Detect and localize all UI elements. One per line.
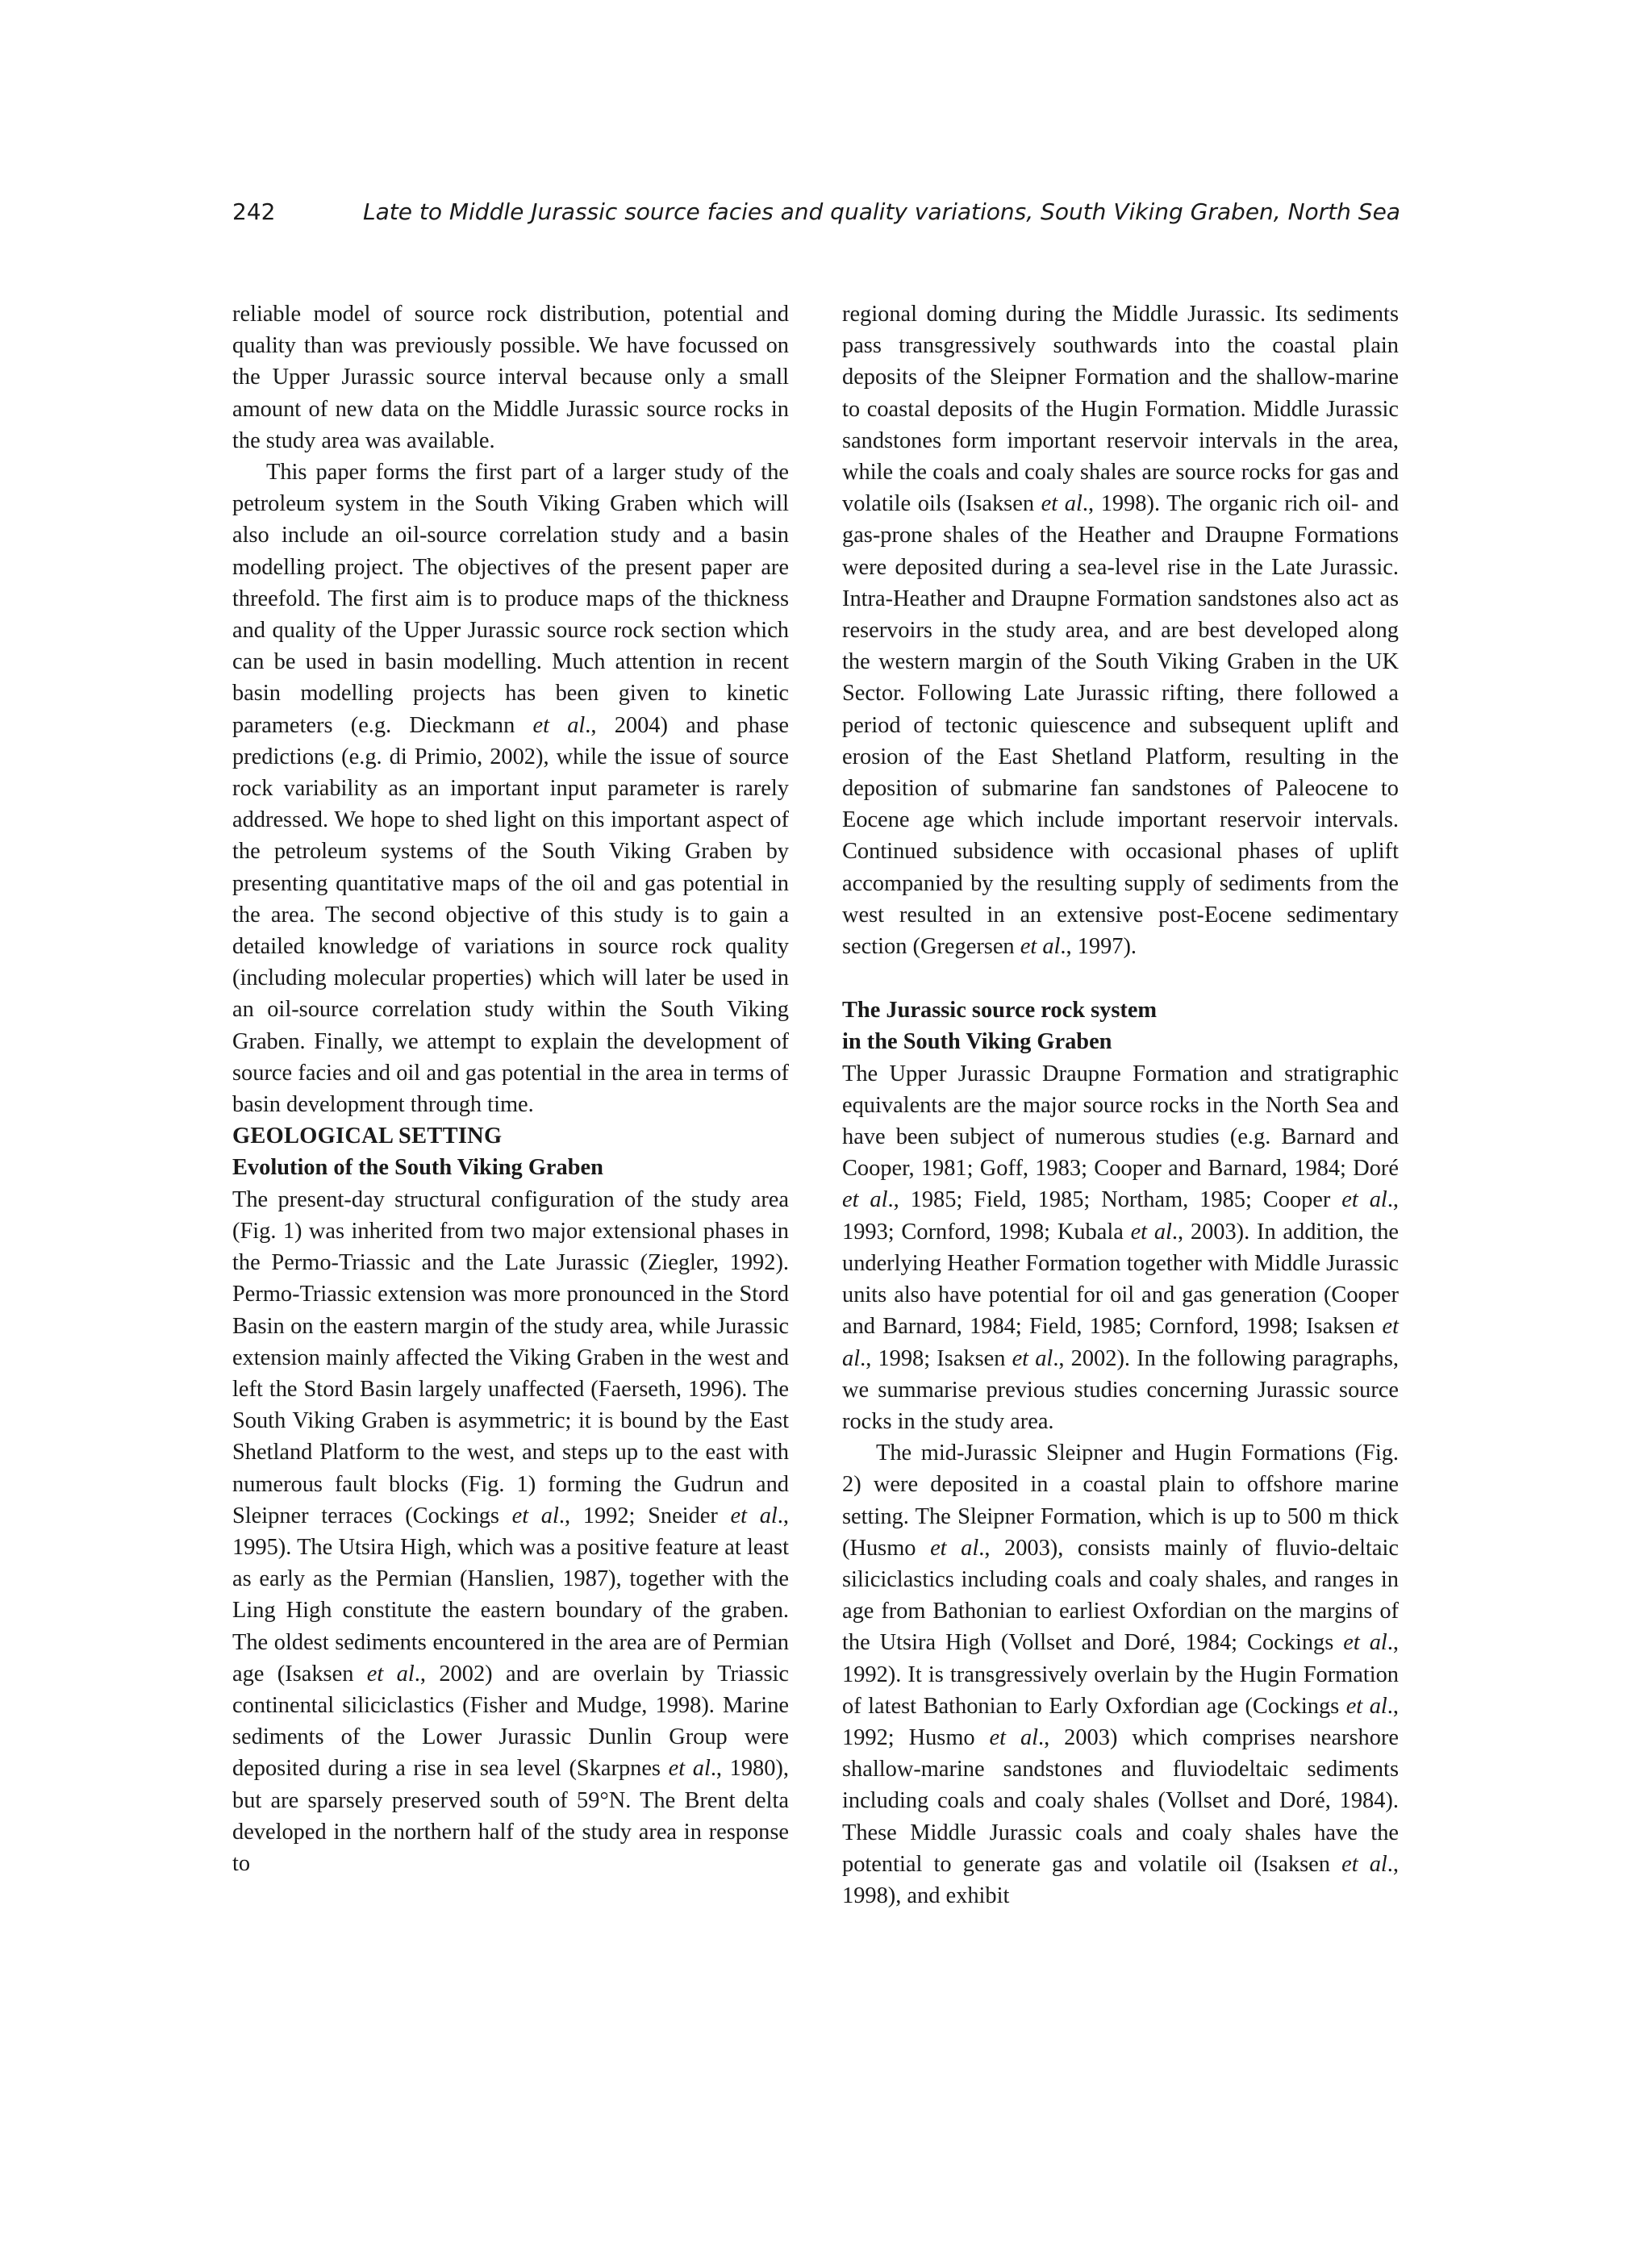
page-number: 242: [232, 198, 276, 225]
paragraph: This paper forms the first part of a larger study of the petroleum system in the South Viking Graben which will also include an oil-source correlation study and a basin modelling project. The objectives of the present paper are threefold. The first aim is to produce maps of the thickness and quality of the Upper Jurassic source rock section which can be used in basin modelling. Much attention in recent basin modelling projects has been given to kinetic parameters (e.g. Dieckmann et al., 2004) and phase predictions (e.g. di Primio, 2002), while the issue of source rock variability as an important input parameter is rarely addressed. We hope to shed light on this important aspect of the petroleum systems of the South Viking Graben by presenting quantitative maps of the oil and gas potential in the area. The second objective of this study is to gain a detailed knowledge of variations in source rock quality (including molecular properties) which will later be used in an oil-source correlation study within the South Viking Graben. Finally, we attempt to explain the development of source facies and oil and gas potential in the area in terms of basin development through time.: [232, 460, 790, 1118]
paragraph: The present-day structural configuration of the study area (Fig. 1) was inherited from two major extensional phases in the Permo-Triassic and the Late Jurassic (Ziegler, 1992). Permo-Triassic extension was more pronounced in the Stord Basin on the eastern margin of the study area, while Jurassic extension mainly affected the Viking Graben in the west and left the Stord Basin largely unaffected (Faerseth, 1996). The South Viking Graben is asymmetric; it is bound by the East Shetland Platform to the west, and steps up to the east with numerous fault blocks (Fig. 1) forming the Gudrun and Sleipner terraces (Cockings et al., 1992; Sneider et al., 1995). The Utsira High, which was a positive feature at least as early as the Permian (Hanslien, 1987), together with the Ling High constitute the eastern boundary of the graben. The oldest sediments encountered in the area are of Permian age (Isaksen et al., 2002) and are overlain by Triassic continental siliciclastics (Fisher and Mudge, 1998). Marine sediments of the Lower Jurassic Dunlin Group were deposited during a rise in sea level (Skarpnes et al., 1980), but are sparsely preserved south of 59°N. The Brent delta developed in the northern half of the study area in response to: [232, 1186, 789, 1876]
paragraph: regional doming during the Middle Jurassic. Its sediments pass transgressively southwards into the coastal plain deposits of the Sleipner Formation and the shallow-marine to coastal deposits of the Hugin Formation. Middle Jurassic sandstones form important reservoir intervals in the area, while the coals and coaly shales are source rocks for gas and volatile oils (Isaksen et al., 1998). The organic rich oil- and gas-prone shales of the Heather and Draupne Formations were deposited during a sea-level rise in the Late Jurassic. Intra-Heather and Draupne Formation sandstones also act as reservoirs in the study area, and are best developed along the western margin of the South Viking Graben in the UK Sector. Following Late Jurassic rifting, there followed a period of tectonic quiescence and subsequent uplift and erosion of the East Shetland Platform, resulting in the deposition of submarine fan sandstones of Paleocene to Eocene age which include important reservoir intervals. Continued subsidence with occasional phases of uplift accompanied by the resulting supply of sediments from the west resulted in an extensive post-Eocene sedimentary section (Gregersen et al., 1997).: [842, 302, 1400, 960]
subsection-heading: The Jurassic source rock system in the South Viking Graben: [842, 998, 1158, 1055]
section-heading: GEOLOGICAL SETTING: [232, 1124, 503, 1149]
running-title: Late to Middle Jurassic source facies and quality variations, South Viking Graben, North Sea: [363, 198, 1400, 225]
paragraph: The mid-Jurassic Sleipner and Hugin Formations (Fig. 2) were deposited in a coastal plain to offshore marine setting. The Sleipner Formation, which is up to 500 m thick (Husmo et al., 2003), consists mainly of fluvio-deltaic siliciclastics including coals and coaly shales, and ranges in age from Bathonian to earliest Oxfordian on the margins of the Utsira High (Vollset and Doré, 1984; Cockings et al., 1992). It is transgressively overlain by the Hugin Formation of latest Bathonian to Early Oxfordian age (Cockings et al., 1992; Husmo et al., 2003) which comprises nearshore shallow-marine sandstones and fluviodeltaic sediments including coals and coaly shales (Vollset and Doré, 1984). These Middle Jurassic coals and coaly shales have the potential to generate gas and volatile oil (Isaksen et al., 1998), and exhibit: [842, 1441, 1400, 1908]
paragraph: reliable model of source rock distribution, potential and quality than was previously possible. We have focussed on the Upper Jurassic source interval because only a small amount of new data on the Middle Jurassic source rocks in the study area was available.: [232, 302, 789, 453]
left-column: [232, 298, 789, 1879]
paragraph: The Upper Jurassic Draupne Formation and stratigraphic equivalents are the major source rocks in the North Sea and have been subject of numerous studies (e.g. Barnard and Cooper, 1981; Goff, 1983; Cooper and Barnard, 1984; Doré et al., 1985; Field, 1985; Northam, 1985; Cooper et al., 1993; Cornford, 1998; Kubala et al., 2003). In addition, the underlying Heather Formation together with Middle Jurassic units also have potential for oil and gas generation (Cooper and Barnard, 1984; Field, 1985; Cornford, 1998; Isaksen et al., 1998; Isaksen et al., 2002). In the following paragraphs, we summarise previous studies concerning Jurassic source rocks in the study area.: [842, 1061, 1400, 1434]
right-column: [842, 298, 1399, 1912]
subsection-heading: Evolution of the South Viking Graben: [232, 1155, 603, 1181]
